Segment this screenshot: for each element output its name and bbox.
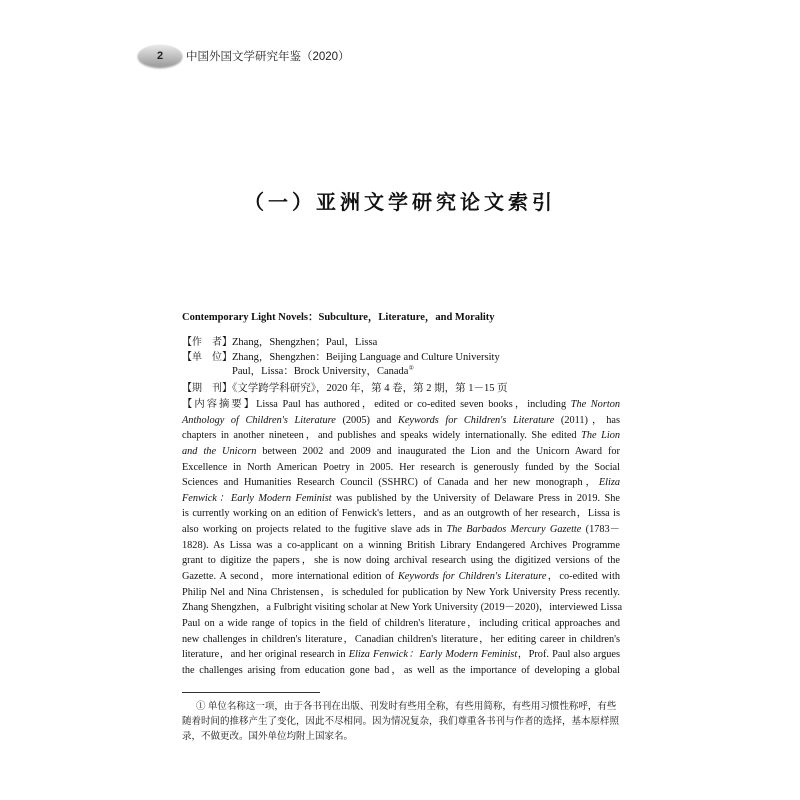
affiliation-value-2: Paul，Lissa：Brock University，Canada	[232, 366, 409, 377]
abstract-text: Gazette. A second，more international edition of	[182, 571, 398, 583]
abstract-text: literature，and her original research in	[182, 649, 349, 661]
abstract-italic-text: Keywords for Children's Literature	[397, 571, 547, 583]
journal-value: 《文学跨学科研究》，2020 年，第 4 卷，第 2 期，第 1－15 页	[232, 383, 508, 394]
author-label: 【作 者】	[182, 337, 232, 348]
abstract-line	[182, 663, 620, 679]
footnote-divider	[182, 692, 320, 693]
abstract-italic-text: and the Unicorn	[182, 445, 257, 457]
abstract-line	[182, 553, 620, 569]
abstract-italic-text: The Lion	[581, 430, 620, 442]
abstract-text: Zhang Shengzhen，a Fulbright visiting scholar at New York University (2019－2020)，interviewed Lissa	[182, 602, 623, 614]
article-title: Contemporary Light Novels：Subculture，Literature，and Morality	[182, 312, 495, 323]
journal-label: 【期 刊】	[182, 383, 232, 394]
affiliation-row-2	[232, 363, 414, 378]
abstract-text: was published by the University of Delaware Press in 2019. She	[331, 492, 620, 504]
abstract-line	[182, 460, 620, 476]
author-value: Zhang，Shengzhen；Paul，Lissa	[232, 337, 378, 348]
abstract-line	[182, 491, 620, 507]
abstract-text: Philip Nel and Nina Christensen，is scheduled for publication by New York University Press recently.	[182, 586, 620, 598]
abstract-text: 1828). As Lissa was a co-applicant on a winning British Library Endangered Archives Programme	[182, 539, 620, 551]
abstract	[182, 397, 623, 679]
footnote-marker: ①	[408, 365, 414, 372]
abstract-line	[182, 413, 620, 429]
abstract-text: the challenges arising from education gone bad，as well as the importance of developing a global	[182, 664, 620, 676]
affiliation-label: 【单 位】	[182, 352, 232, 363]
abstract-line	[182, 632, 620, 648]
section-title: （一）亚洲文学研究论文索引	[244, 192, 556, 214]
abstract-line	[182, 600, 623, 616]
abstract-line	[182, 538, 620, 554]
abstract-line	[182, 475, 620, 491]
abstract-line	[182, 569, 620, 585]
abstract-line	[182, 647, 620, 663]
abstract-italic-text: Fenwick：Early Modern Feminist	[182, 492, 332, 504]
abstract-text: Sciences and Humanities Research Council (SSHRC) of Canada and her new monograph，	[182, 477, 599, 489]
abstract-line	[182, 616, 620, 632]
abstract-line	[182, 522, 620, 538]
abstract-italic-text: The Norton	[570, 399, 620, 410]
page-number-badge: 2	[138, 45, 182, 67]
abstract-text: Paul on a wide range of topics in the field of children's literature，including critical approaches and	[182, 617, 620, 629]
abstract-text: also working on projects related to the fugitive slave ads in	[182, 524, 447, 536]
abstract-text: 【内容摘要】Lissa Paul has authored，edited or co-edited seven books，including	[182, 399, 571, 410]
abstract-italic-text: Eliza	[598, 477, 620, 489]
abstract-text: (2005) and	[335, 414, 398, 426]
abstract-text: Excellence in North American Poetry in 2005. Her research is generously funded by the Social	[182, 461, 620, 473]
running-title: 中国外国文学研究年鉴（2020）	[186, 51, 350, 63]
affiliation-value-1: Zhang，Shengzhen：Beijing Language and Culture University	[232, 352, 500, 363]
author-row	[182, 333, 377, 349]
footnote: ① 单位名称这一项，由于各书刊在出版、刊发时有些用全称，有些用简称，有些用习惯性称呼，有些随着时间的推移产生了变化，因此不尽相同。因为情况复杂，我们尊重各书刊与作者的选择，基本原样照录，不做更改。国外单位均附上国家名。	[182, 702, 620, 742]
abstract-text: ，Prof. Paul also argues	[517, 649, 620, 661]
abstract-text: ，co-edited with	[546, 571, 620, 583]
abstract-line	[182, 397, 620, 413]
abstract-text: is currently working on an edition of Fenwick's letters，and as an outgrowth of her research，Lissa is	[182, 508, 620, 520]
abstract-text: (2011)，has	[554, 414, 621, 426]
abstract-italic-text: Keywords for Children's Literature	[397, 414, 555, 426]
journal-row	[182, 379, 508, 395]
abstract-line	[182, 444, 620, 460]
abstract-italic-text: The Barbados Mercury Gazette	[446, 524, 582, 536]
abstract-text: grant to digitize the papers，she is now doing archival research using the digitized versions of the	[182, 555, 620, 567]
abstract-text: (1783－	[581, 524, 620, 536]
abstract-text: between 2002 and 2009 and inaugurated the Lion and the Unicorn Award for	[256, 445, 620, 457]
abstract-line	[182, 428, 620, 444]
affiliation-row	[182, 348, 500, 364]
abstract-text: new challenges in children's literature，Canadian children's literature，her editing career in children's	[182, 633, 620, 645]
abstract-italic-text: Eliza Fenwick：Early Modern Feminist	[348, 649, 518, 661]
abstract-line	[182, 506, 620, 522]
abstract-line	[182, 585, 620, 601]
abstract-text: chapters in another nineteen，and publishes and speaks widely internationally. She edited	[182, 430, 582, 442]
abstract-italic-text: Anthology of Children's Literature	[182, 414, 336, 426]
